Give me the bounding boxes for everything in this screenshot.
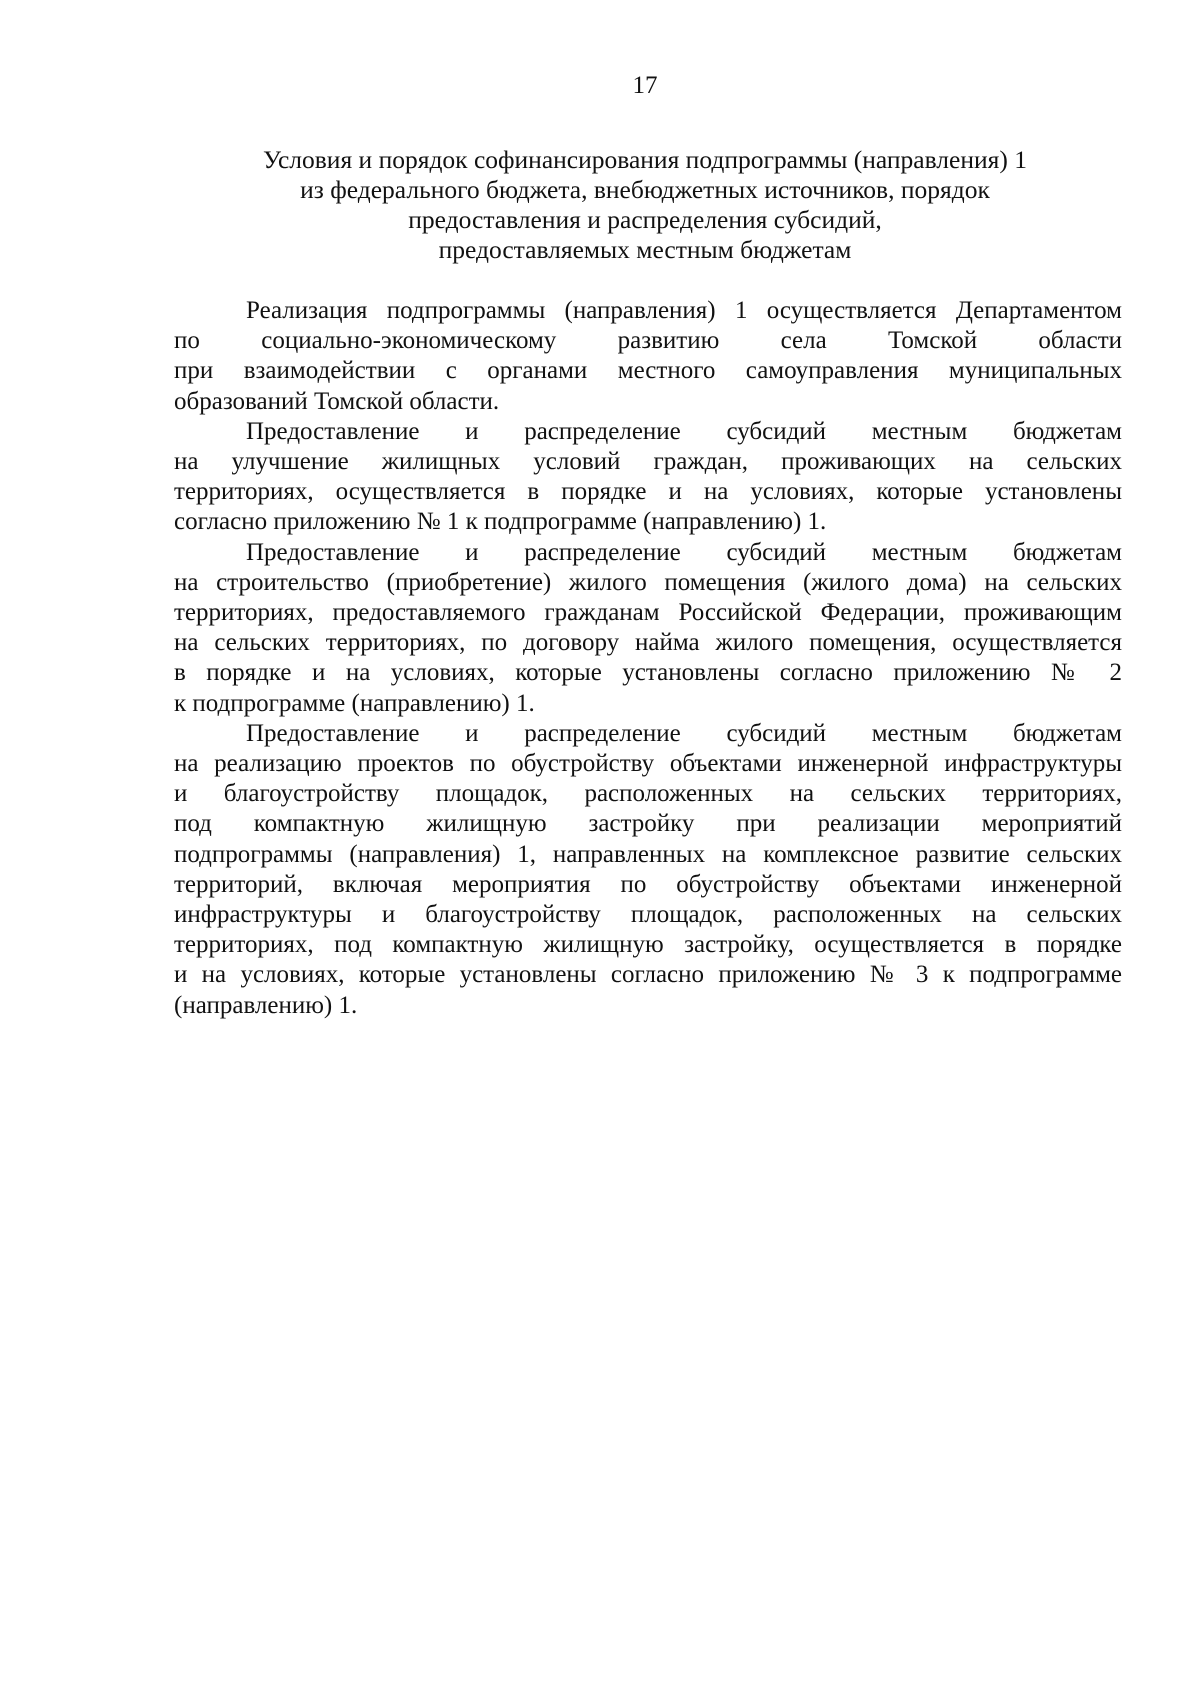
paragraph-infrastructure-subsidies [174,719,1122,1021]
paragraph-construction-subsidies [174,538,1122,719]
text-line: подпрограммы (направления) 1, направленных на комплексное развитие сельских [174,840,1122,868]
text-line: (направлению) 1. [174,991,358,1019]
text-line: на сельских территориях, по договору найма жилого помещения, осуществляется [174,629,1122,657]
heading-line: из федерального бюджета, внебюджетных источников, порядок [300,175,990,204]
text-line: и благоустройству площадок, расположенных на сельских территориях, [174,780,1122,808]
heading-line: предоставления и распределения субсидий, [408,205,882,234]
text-line: на строительство (приобретение) жилого помещения (жилого дома) на сельских [174,568,1122,596]
text-line: по социально-экономическому развитию села Томской области [174,327,1122,355]
text-line: территориях, предоставляемого гражданам Российской Федерации, проживающим [174,599,1122,627]
text-line: Предоставление и распределение субсидий местным бюджетам [246,417,1122,445]
text-line: согласно приложению № 1 к подпрограмме (направлению) 1. [174,508,827,536]
text-line: на реализацию проектов по обустройству объектами инженерной инфраструктуры [174,750,1122,778]
text-line: на улучшение жилищных условий граждан, проживающих на сельских [174,448,1122,476]
paragraph-implementation [174,296,1122,417]
text-line: и на условиях, которые установлены согласно приложению № 3 к подпрограмме [174,961,1122,989]
text-line: инфраструктуры и благоустройству площадок, расположенных на сельских [174,901,1122,929]
page-number: 17 [632,72,658,99]
text-line: территориях, осуществляется в порядке и на условиях, которые установлены [174,478,1122,506]
body-text [174,296,1122,1021]
text-line: Предоставление и распределение субсидий местным бюджетам [246,719,1122,747]
text-line: под компактную жилищную застройку при реализации мероприятий [174,810,1122,838]
text-line: Предоставление и распределение субсидий местным бюджетам [246,538,1122,566]
heading-line: Условия и порядок софинансирования подпрограммы (направления) 1 [262,145,1027,174]
text-line: территорий, включая мероприятия по обустройству объектами инженерной [174,870,1122,898]
text-line: при взаимодействии с органами местного самоуправления муниципальных [174,357,1122,385]
text-line: Реализация подпрограммы (направления) 1 осуществляется Департаментом [246,297,1122,324]
heading-line: предоставляемых местным бюджетам [438,235,852,264]
text-line: образований Томской области. [174,387,500,415]
text-line: к подпрограмме (направлению) 1. [174,689,535,717]
text-line: в порядке и на условиях, которые установлены согласно приложению № 2 [174,659,1122,687]
paragraph-housing-subsidies [174,417,1122,538]
text-line: территориях, под компактную жилищную застройку, осуществляется в порядке [174,931,1122,959]
section-heading [160,145,1130,265]
